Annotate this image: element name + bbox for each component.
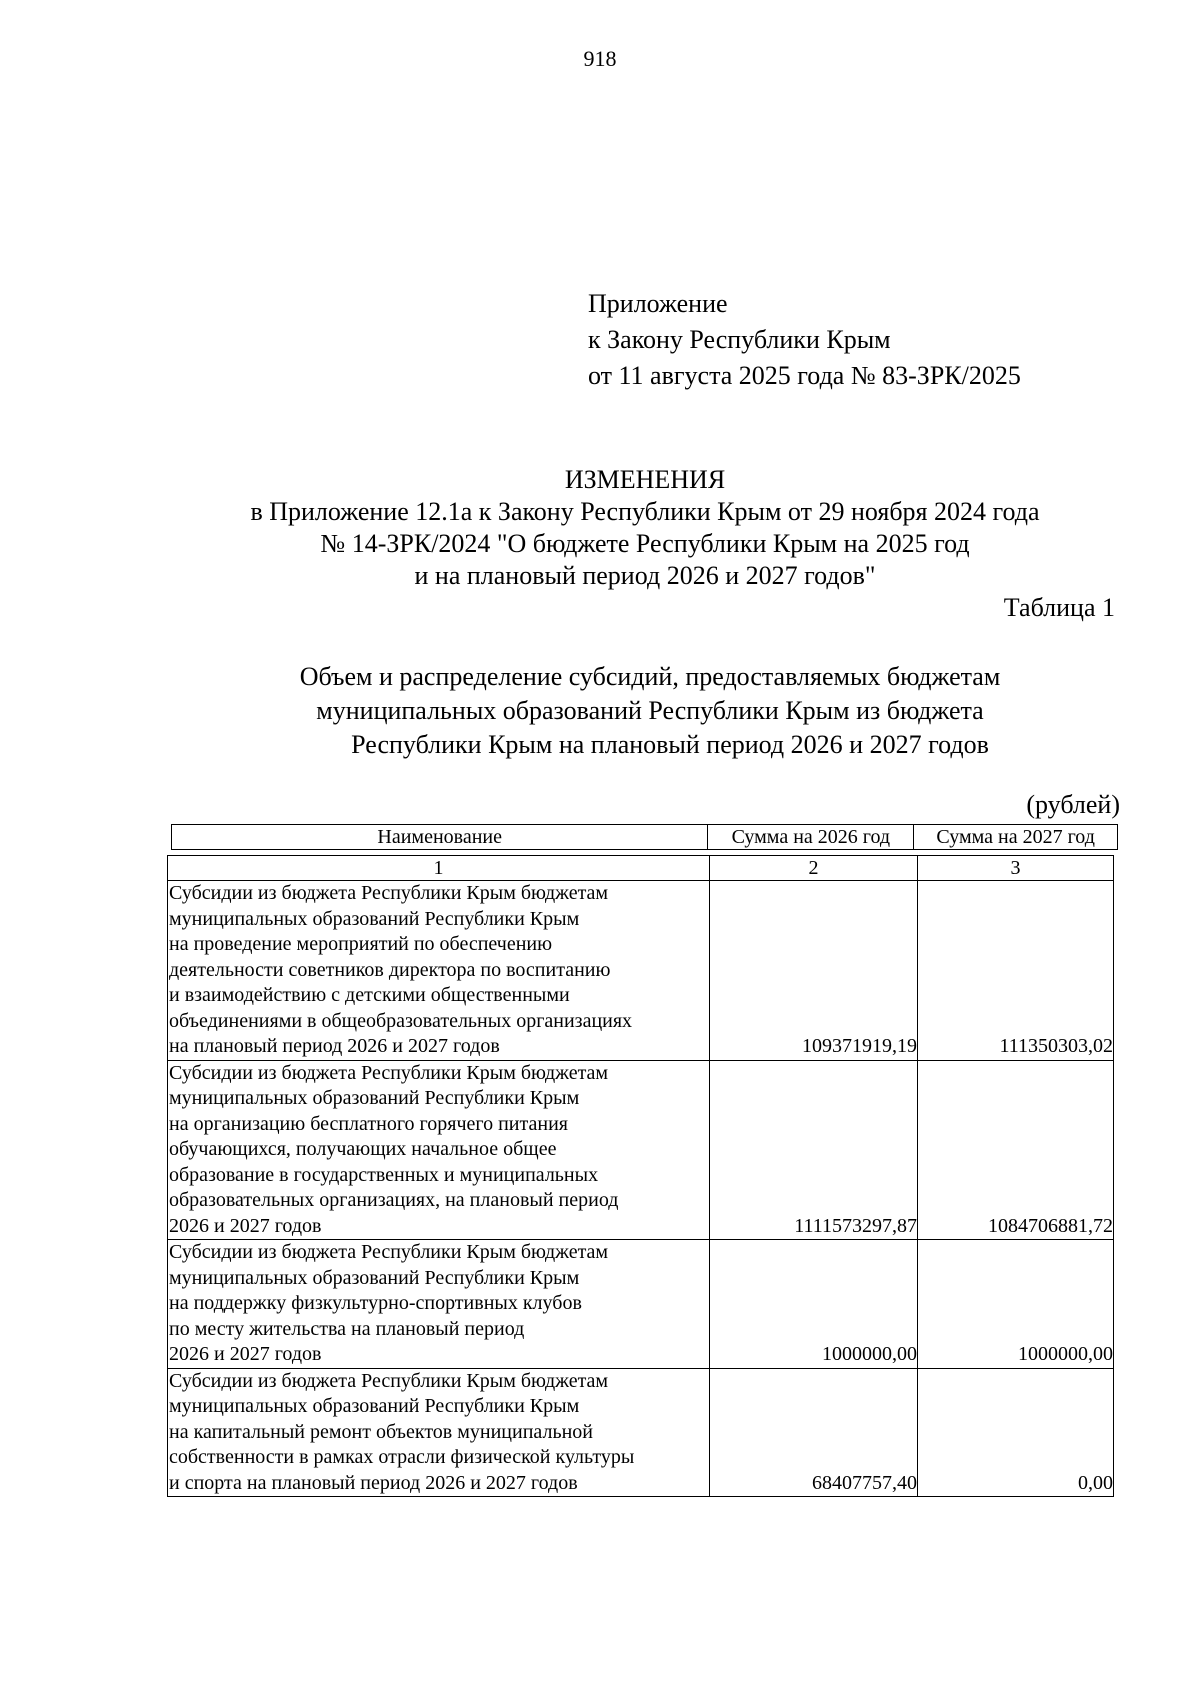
units-label: (рублей) <box>1026 790 1120 819</box>
name-line: 2026 и 2027 годов <box>169 1343 322 1365</box>
subsidies-table <box>167 855 1114 1497</box>
name-line: Субсидии из бюджета Республики Крым бюджетам <box>169 1369 609 1392</box>
sum-2027: 111350303,02 <box>918 881 1114 1061</box>
name-line: Субсидии из бюджета Республики Крым бюджетам <box>169 1241 609 1263</box>
sum-2027: 1000000,00 <box>918 1240 1114 1369</box>
table-row <box>168 1060 1114 1240</box>
sum-2026: 1111573297,87 <box>710 1060 918 1240</box>
sum-2027: 1084706881,72 <box>918 1060 1114 1240</box>
name-line: собственности в рамках отрасли физической культуры <box>169 1446 635 1468</box>
sum-2026: 68407757,40 <box>710 1368 918 1497</box>
title-line: в Приложение 12.1а к Закону Республики Крым от 29 ноября 2024 года <box>250 497 1040 526</box>
name-line: и взаимодействию с детскими общественными <box>169 984 570 1006</box>
name-line: Субсидии из бюджета Республики Крым бюджетам <box>169 1061 609 1084</box>
appendix-line: к Закону Республики Крым <box>588 325 891 354</box>
name-line: муниципальных образований Республики Крым <box>169 1266 580 1289</box>
title-heading: ИЗМЕНЕНИЯ <box>564 465 726 494</box>
sum-2026: 109371919,19 <box>710 881 918 1061</box>
subtitle-line: муниципальных образований Республики Крым из бюджета <box>316 696 984 725</box>
page-number: 918 <box>583 46 617 71</box>
name-line: образовательных организациях, на плановый период <box>169 1189 619 1211</box>
name-line: муниципальных образований Республики Крым <box>169 907 580 930</box>
column-number: 3 <box>918 856 1114 881</box>
name-line: обучающихся, получающих начальное общее <box>169 1138 557 1160</box>
subsidy-name <box>168 1240 710 1369</box>
name-line: муниципальных образований Республики Крым <box>169 1395 580 1417</box>
column-number: 2 <box>710 856 918 881</box>
name-line: по месту жительства на плановый период <box>169 1317 525 1340</box>
sum-2026: 1000000,00 <box>710 1240 918 1369</box>
name-line: на поддержку физкультурно-спортивных клубов <box>169 1292 582 1314</box>
appendix-block <box>588 286 1021 394</box>
table-row <box>168 1240 1114 1369</box>
name-line: и спорта на плановый период 2026 и 2027 годов <box>169 1471 578 1494</box>
name-line: Субсидии из бюджета Республики Крым бюджетам <box>169 882 609 904</box>
name-line: деятельности советников директора по воспитанию <box>169 958 611 981</box>
subsidy-name <box>168 881 710 1061</box>
column-number: 1 <box>168 856 710 881</box>
subsidy-name <box>168 1368 710 1497</box>
subtitle-line: Объем и распределение субсидий, предоставляемых бюджетам <box>299 662 1001 691</box>
sum-2027: 0,00 <box>918 1368 1114 1497</box>
subtitle-line: Республики Крым на плановый период 2026 и 2027 годов <box>351 730 989 759</box>
header-sum-2026: Сумма на 2026 год <box>708 825 914 850</box>
column-numbers-row <box>168 856 1114 881</box>
table-header <box>171 824 1118 850</box>
subsidy-name <box>168 1060 710 1240</box>
document-title <box>150 464 1140 592</box>
name-line: объединениями в общеобразовательных организациях <box>169 1009 633 1032</box>
appendix-line: Приложение <box>588 289 728 318</box>
appendix-line: от 11 августа 2025 года № 83-ЗРК/2025 <box>588 361 1021 390</box>
title-line: и на плановый период 2026 и 2027 годов" <box>414 561 876 590</box>
name-line: на капитальный ремонт объектов муниципальной <box>169 1420 593 1443</box>
title-line: № 14-ЗРК/2024 "О бюджете Республики Крым на 2025 год <box>320 529 970 558</box>
table-row <box>168 881 1114 1061</box>
table-label: Таблица 1 <box>1003 593 1115 622</box>
name-line: муниципальных образований Республики Крым <box>169 1087 580 1109</box>
table-row <box>168 1368 1114 1497</box>
table-subtitle <box>180 660 1120 762</box>
name-line: на организацию бесплатного горячего питания <box>169 1112 568 1135</box>
header-sum-2027: Сумма на 2027 год <box>914 825 1118 850</box>
name-line: образование в государственных и муниципальных <box>169 1163 599 1186</box>
name-line: на плановый период 2026 и 2027 годов <box>169 1035 500 1057</box>
header-name: Наименование <box>172 825 708 850</box>
name-line: на проведение мероприятий по обеспечению <box>169 933 553 955</box>
name-line: 2026 и 2027 годов <box>169 1214 322 1237</box>
